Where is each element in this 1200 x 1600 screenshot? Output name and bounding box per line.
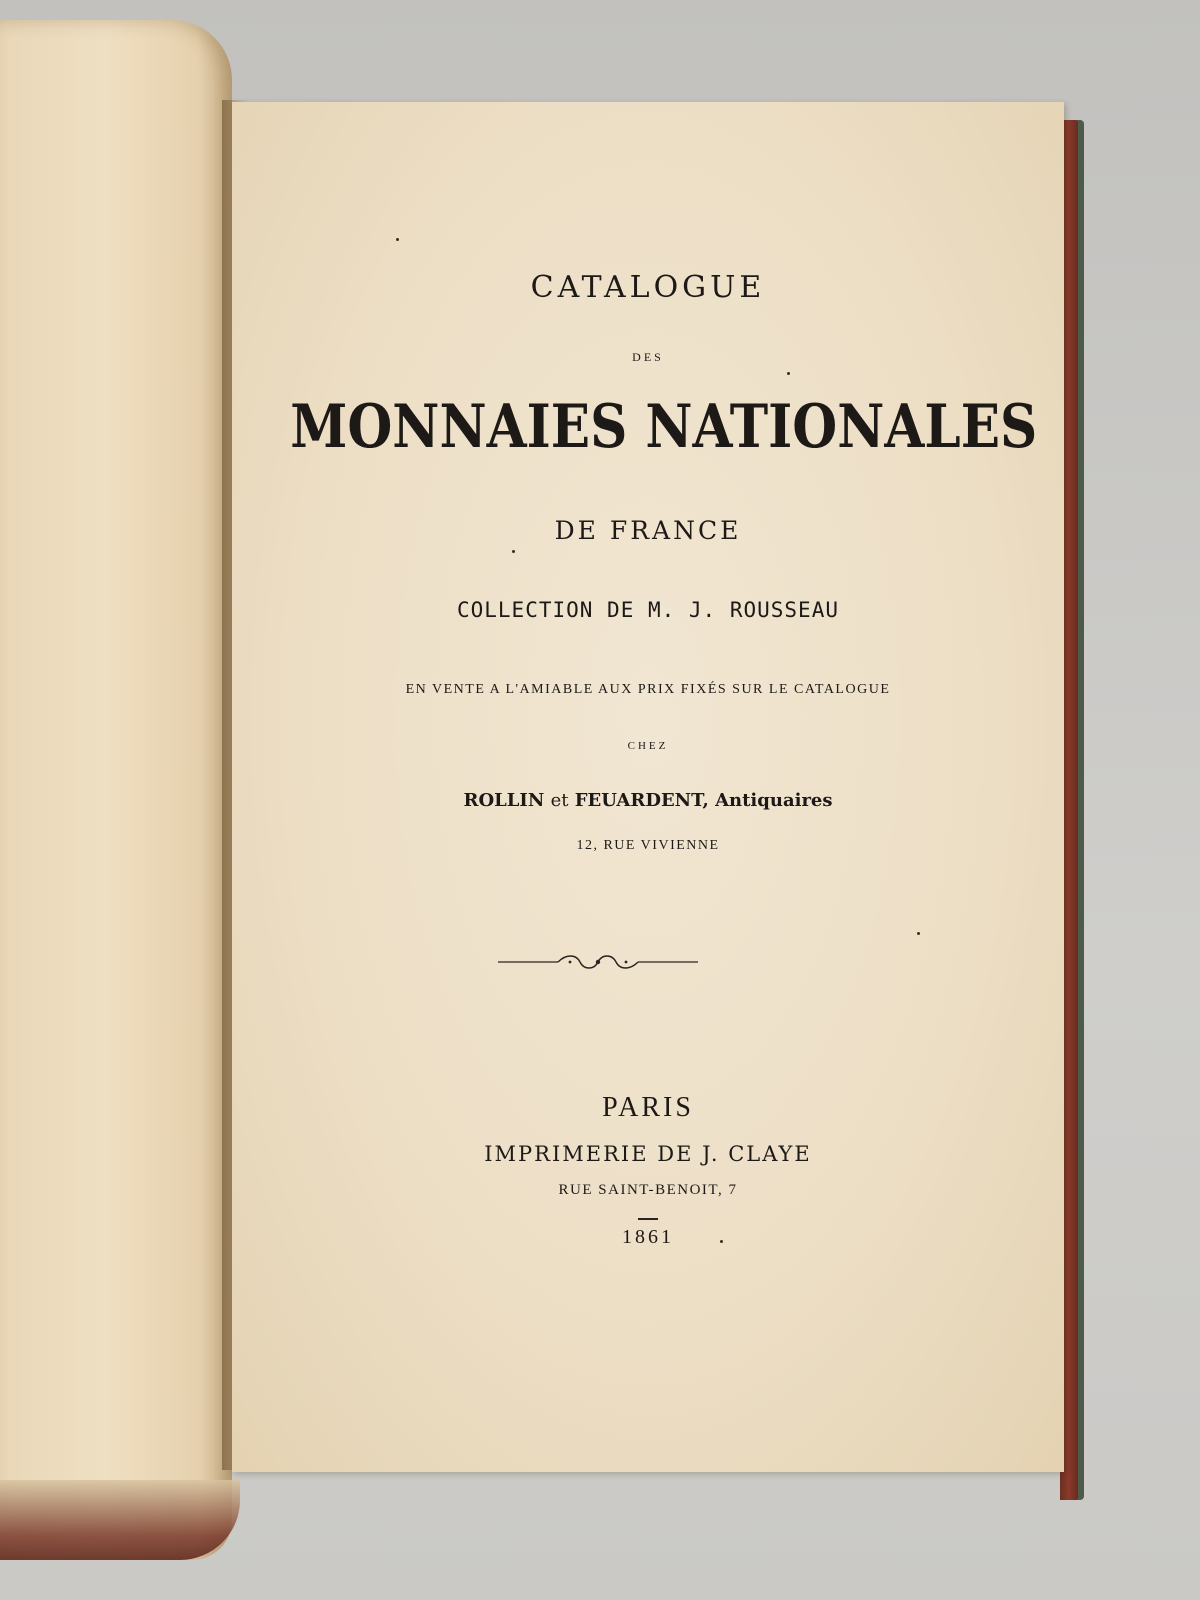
foxing-speck [512,550,515,553]
ornament-divider-icon [498,950,698,974]
sale-line: EN VENTE A L'AMIABLE AUX PRIX FIXÉS SUR LE CATALOGUE [405,682,891,697]
dealer-name-b: FEUARDENT, Antiquaires [574,790,833,811]
printer-address: RUE SAINT-BENOIT, 7 [558,1182,738,1198]
left-page-binding [0,1480,240,1560]
left-page-bleedthrough [0,400,18,474]
des-word: DES [632,350,664,364]
title-page [232,102,1064,1472]
catalogue-heading: CATALOGUE [530,270,766,305]
foxing-speck [787,372,790,375]
main-title: MONNAIES NATIONALES [290,392,1038,462]
dealer-line [232,790,1064,811]
dealer-address: 12, RUE VIVIENNE [576,838,720,853]
year-dash [638,1218,658,1220]
chez-word: CHEZ [627,740,669,752]
foxing-speck [720,1240,723,1243]
left-page [0,20,232,1560]
collection-line: COLLECTION DE M. J. ROUSSEAU [456,598,839,622]
publication-year: 1861 [622,1226,674,1248]
printer: IMPRIMERIE DE J. CLAYE [484,1142,812,1166]
foxing-speck [917,932,920,935]
dealer-name-a: ROLLIN [463,790,545,811]
subtitle: DE FRANCE [554,516,742,545]
foxing-speck [396,238,399,241]
city: PARIS [602,1092,694,1123]
book-cover-spine-trim [1078,120,1084,1500]
dealer-et: et [550,790,569,811]
